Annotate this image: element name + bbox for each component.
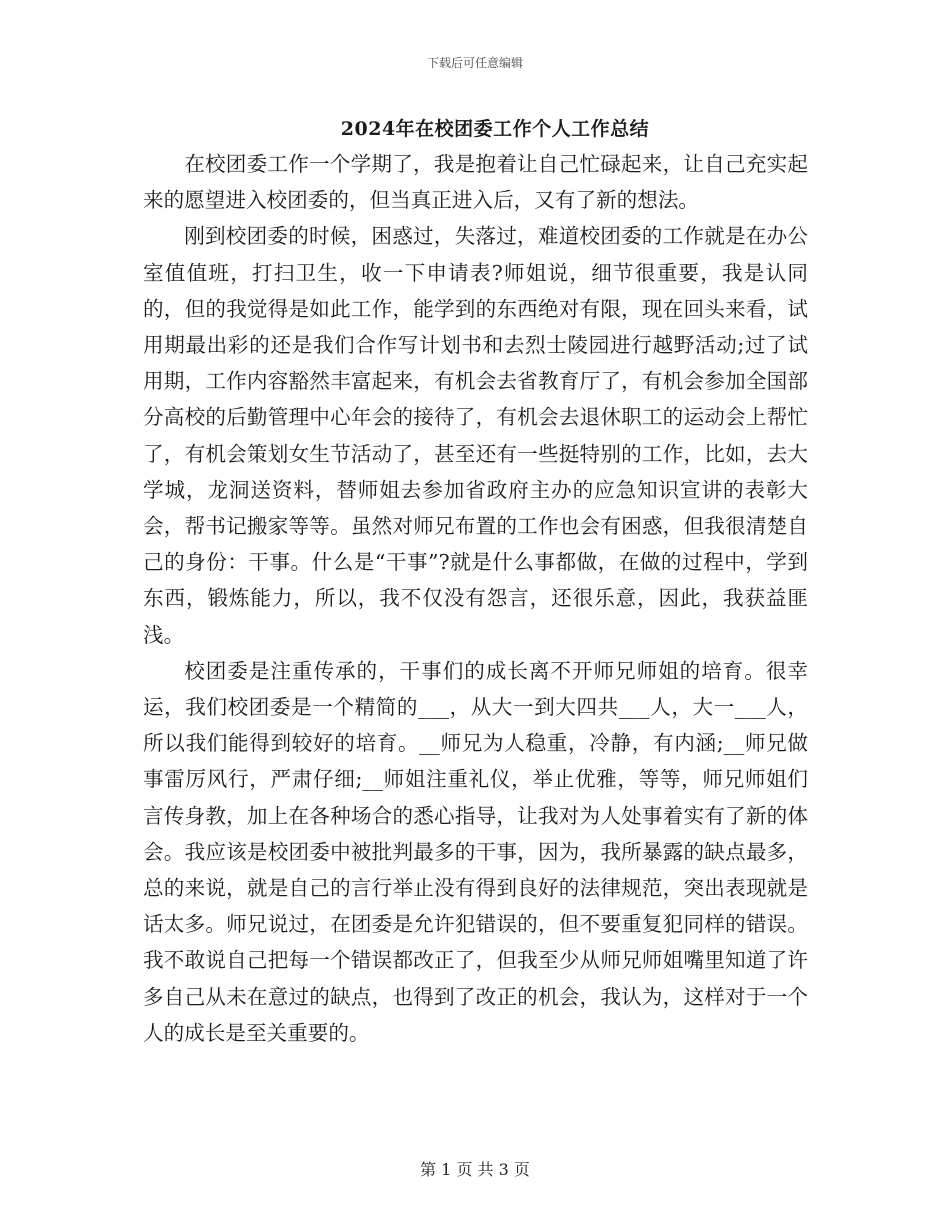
header-note: 下载后可任意编辑 [426, 56, 523, 70]
paragraph-2: 刚到校团委的时候，困惑过，失落过，难道校团委的工作就是在办公室值值班，打扫卫生，收一下申请表?师姐说，细节很重要，我是认同的，但的我觉得是如此工作，能学到的东西绝对有限，现在回头来看，试用期最出彩的还是我们合作写计划书和去烈士陵园进行越野活动;过了试用期，工作内容豁然丰富起来，有机会去省教育厅了，有机会参加全国部分高校的后勤管理中心年会的接待了，有机会去退休职工的运动会上帮忙了，有机会策划女生节活动了，甚至还有一些挺特别的工作，比如，去大学城，龙洞送资料，替师姐去参加省政府主办的应急知识宣讲的表彰大会，帮书记搬家等等。虽然对师兄布置的工作也会有困惑，但我很清楚自己的身份：干事。什么是“干事”?就是什么事都做，在做的过程中，学到东西，锻炼能力，所以，我不仅没有怨言，还很乐意，因此，我获益匪浅。 [143, 224, 808, 647]
paragraph-3: 校团委是注重传承的，干事们的成长离不开师兄师姐的培育。很幸运，我们校团委是一个精简的___，从大一到大四共___人，大一___人，所以我们能得到较好的培育。__师兄为人稳重，冷静，有内涵;__师兄做事雷厉风行，严肃仔细;__师姐注重礼仪，举止优雅，等等，师兄师姐们言传身教，加上在各种场合的悉心指导，让我对为人处事着实有了新的体会。我应该是校团委中被批判最多的干事，因为，我所暴露的缺点最多，总的来说，就是自己的言行举止没有得到良好的法律规范，突出表现就是话太多。师兄说过，在团委是允许犯错误的，但不要重复犯同样的错误。我不敢说自己把每一个错误都改正了，但我至少从师兄师姐嘴里知道了许多自己从未在意过的缺点，也得到了改正的机会，我认为，这样对于一个人的成长是至关重要的。 [143, 658, 808, 1045]
document-body [143, 146, 808, 1051]
page-number: 第 1 页 共 3 页 [420, 1160, 530, 1179]
document-title: 2024年在校团委工作个人工作总结 [340, 118, 650, 140]
paragraph-1: 在校团委工作一个学期了，我是抱着让自己忙碌起来，让自己充实起来的愿望进入校团委的，但当真正进入后，又有了新的想法。 [143, 152, 808, 213]
